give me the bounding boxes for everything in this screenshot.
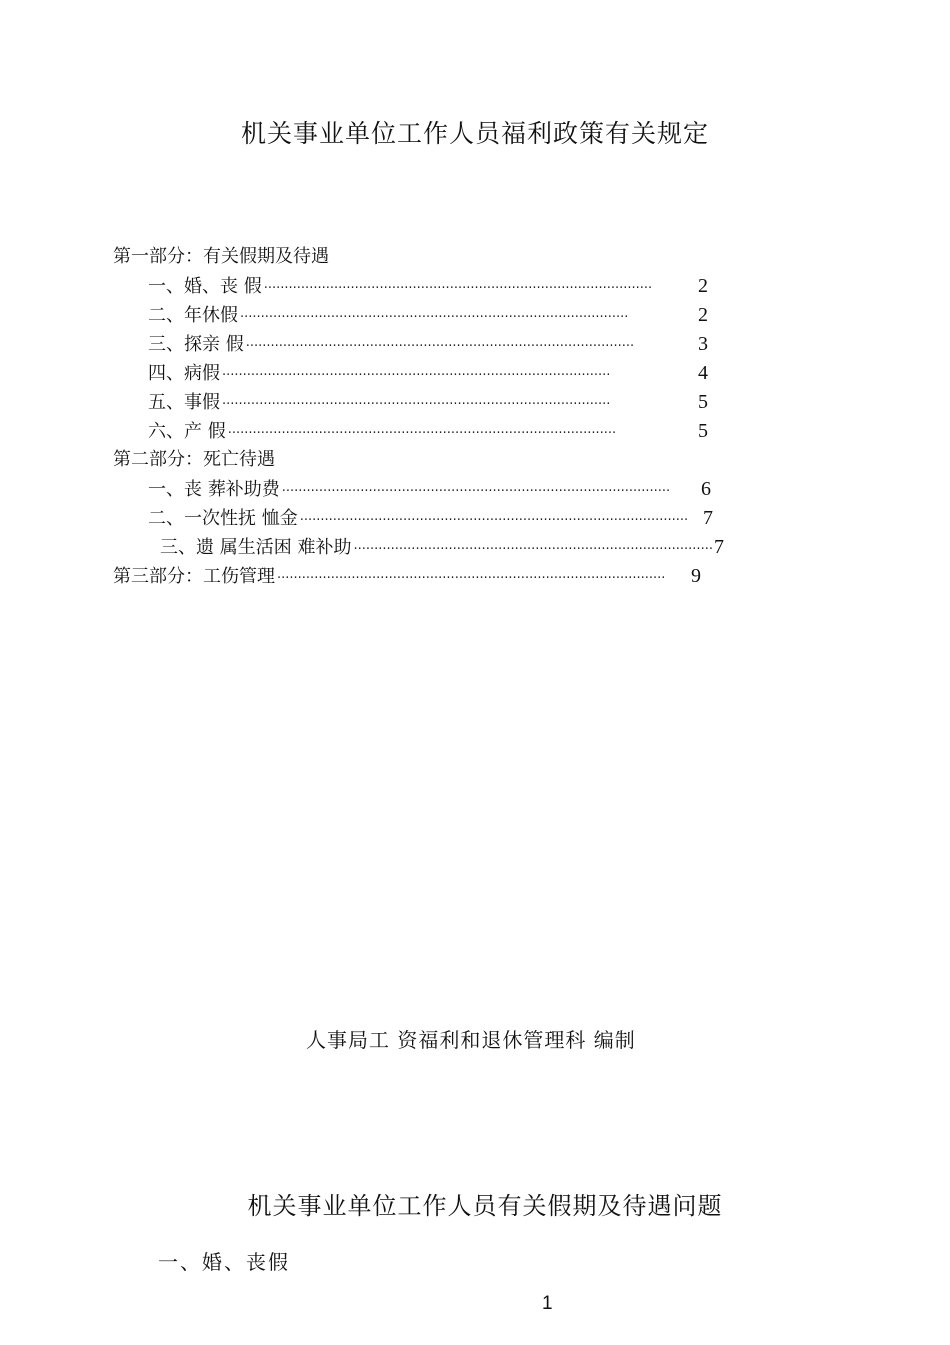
- toc-leader-dots: [228, 421, 698, 447]
- toc-leader-dots: [353, 537, 714, 563]
- toc-leader-dots: [264, 276, 698, 302]
- toc-leader-dots: [277, 566, 691, 592]
- toc-entry-label: 二、年休假: [148, 305, 238, 326]
- toc-entry-label: 五、事假: [148, 392, 220, 413]
- toc-entry-page: 2: [698, 304, 708, 326]
- toc-entry-label: 三、遗 属生活困 难补助: [160, 537, 352, 558]
- toc-leader-dots: [222, 392, 698, 418]
- section-first-item: 一、婚、丧假: [158, 1250, 290, 1274]
- toc-entry-page: 2: [698, 275, 708, 297]
- toc-part2-heading: 第二部分：死亡待遇: [113, 449, 275, 470]
- toc-entry[interactable]: [148, 331, 708, 360]
- toc-entry[interactable]: [160, 534, 724, 563]
- toc-entry-page: 6: [701, 478, 711, 500]
- toc-leader-dots: [246, 334, 698, 360]
- section-title: 机关事业单位工作人员有关假期及待遇问题: [247, 1192, 723, 1220]
- toc-entry-page: 9: [691, 565, 701, 587]
- page-number: 1: [542, 1293, 553, 1314]
- toc-entry[interactable]: [148, 476, 711, 505]
- toc-leader-dots: [300, 508, 703, 534]
- toc-entry-page: 7: [703, 507, 713, 529]
- toc-entry[interactable]: [148, 360, 708, 389]
- toc-entry[interactable]: [148, 418, 708, 447]
- toc-entry[interactable]: [148, 505, 713, 534]
- toc-leader-dots: [282, 479, 701, 505]
- toc-entry-page: 4: [698, 362, 708, 384]
- table-of-contents: [0, 0, 950, 620]
- toc-entry[interactable]: [113, 563, 701, 592]
- toc-entry-label: 第三部分：工伤管理: [113, 566, 275, 587]
- toc-entry-page: 7: [714, 536, 724, 558]
- toc-entry-label: 三、探亲 假: [148, 334, 244, 355]
- toc-leader-dots: [222, 363, 698, 389]
- toc-entry-page: 3: [698, 333, 708, 355]
- toc-entry-label: 一、丧 葬补助费: [148, 479, 280, 500]
- toc-entry-label: 二、一次性抚 恤金: [148, 508, 298, 529]
- toc-entry[interactable]: [148, 302, 708, 331]
- toc-entry-page: 5: [698, 391, 708, 413]
- toc-entry[interactable]: [148, 273, 708, 302]
- compiler-credit: 人事局工 资福利和退休管理科 编制: [306, 1028, 636, 1052]
- toc-entry-label: 一、婚、丧 假: [148, 276, 262, 297]
- toc-entry-page: 5: [698, 420, 708, 442]
- document-title: 机关事业单位工作人员福利政策有关规定: [240, 119, 709, 148]
- toc-entry-label: 六、产 假: [148, 421, 226, 442]
- toc-entry-label: 四、病假: [148, 363, 220, 384]
- toc-part1-heading: 第一部分：有关假期及待遇: [113, 246, 329, 267]
- toc-leader-dots: [240, 305, 698, 331]
- toc-entry[interactable]: [148, 389, 708, 418]
